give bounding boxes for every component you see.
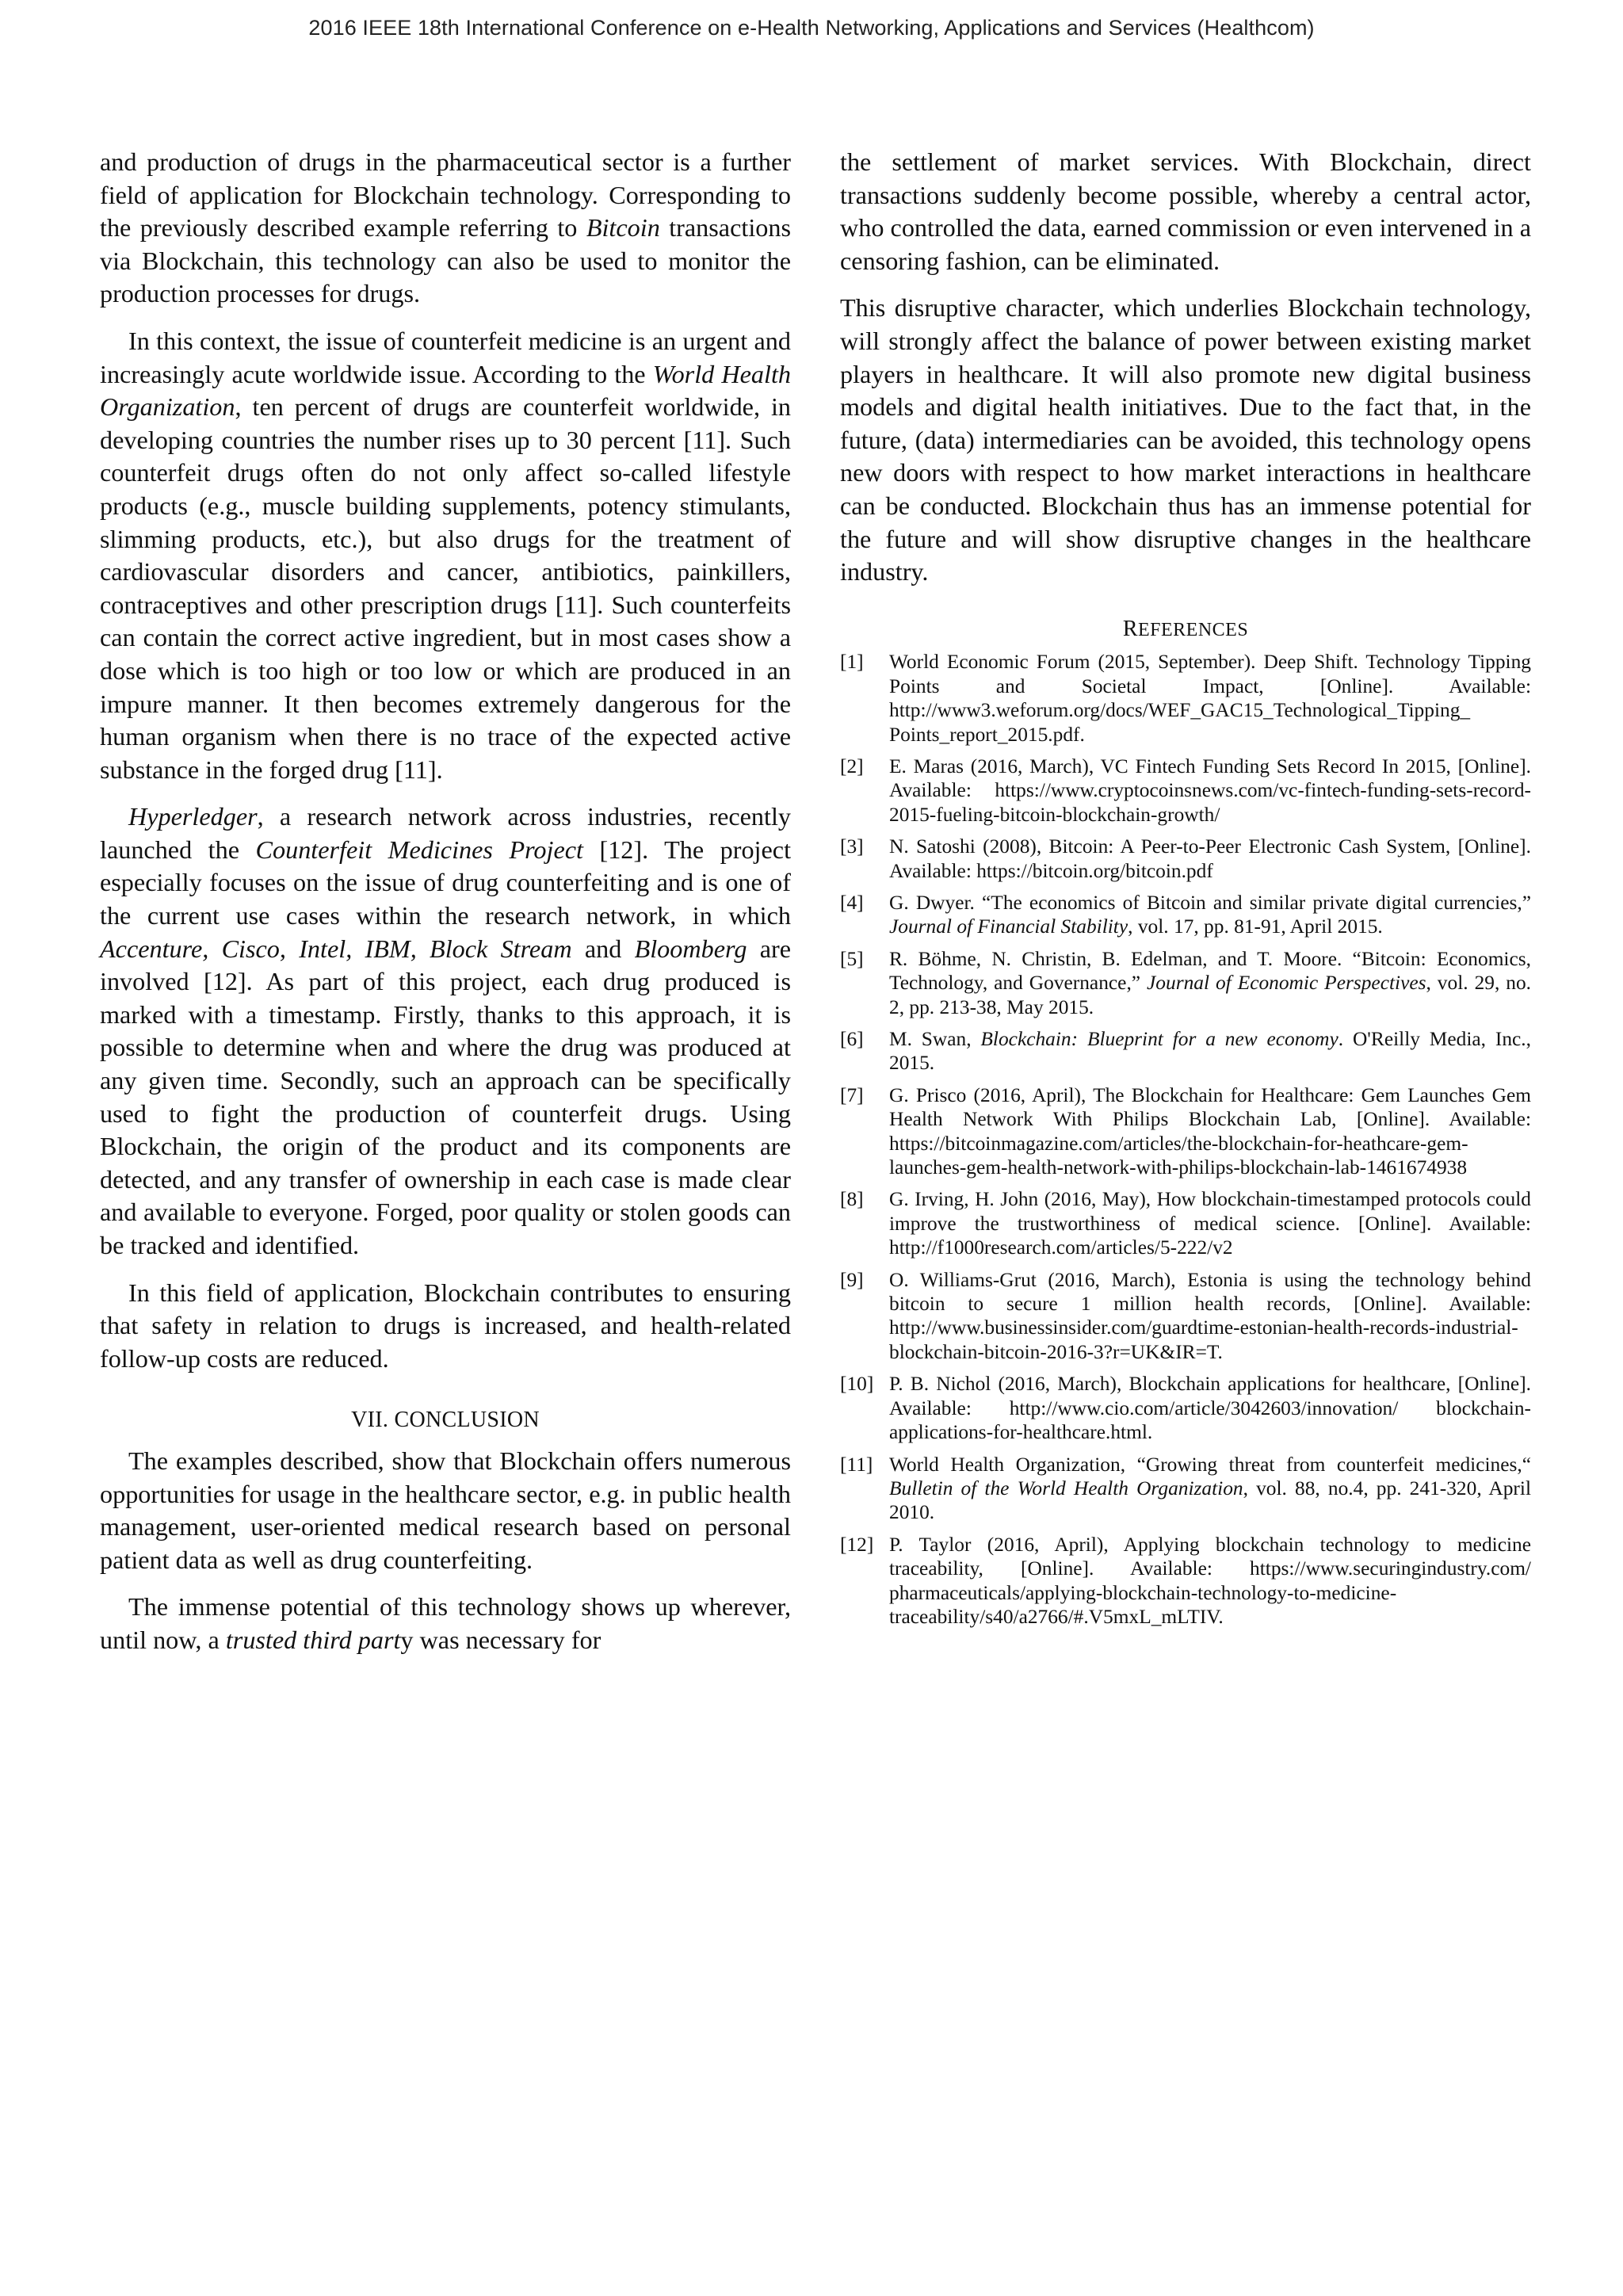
reference-text: World Economic Forum (2015, September). Deep Shift. Technology Tipping Points and Societal Impact, [Online]. Available: http://www3.weforum.org/docs/WEF_GAC15_Technological_Tipping_ Points_report_2015.pdf. — [889, 651, 1531, 746]
reference-item — [840, 891, 1531, 939]
paragraph-drug-production: and production of drugs in the pharmaceutical sector is a further field of application for Blockchain technology. Corresponding to the previously described example referring to Bitcoin transactions via Blockchain, this technology can also be used to monitor the production processes for drugs. — [100, 147, 791, 308]
reference-number: [1] — [840, 651, 864, 674]
reference-text: N. Satoshi (2008), Bitcoin: A Peer-to-Peer Electronic Cash System, [Online]. Available: https://bitcoin.org/bitcoin.pdf — [889, 835, 1531, 882]
reference-number: [11] — [840, 1453, 873, 1476]
reference-number: [2] — [840, 755, 864, 777]
reference-number: [5] — [840, 947, 864, 970]
reference-text: World Health Organization, “Growing threat from counterfeit medicines,“ Bulletin of the World Health Organization, vol. 88, no.4, pp. 241-320, April 2010. — [889, 1453, 1531, 1524]
section-heading-conclusion: VII. CONCLUSION — [351, 1408, 540, 1433]
reference-item — [840, 1083, 1531, 1180]
reference-item — [840, 1453, 1531, 1525]
reference-text: P. Taylor (2016, April), Applying blockchain technology to medicine traceability, [Online]. Available: https://www.securingindustry.com/ pharmaceuticals/applying-blockchain-technology-to-medicine-traceability/s40/a2766/#.V5mxL_mLTIV. — [889, 1533, 1531, 1628]
reference-number: [9] — [840, 1268, 864, 1291]
reference-item — [840, 947, 1531, 1019]
reference-text: G. Dwyer. “The economics of Bitcoin and similar private digital currencies,” Journal of Financial Stability, vol. 17, pp. 81-91, April 2015. — [889, 891, 1531, 938]
reference-item — [840, 1187, 1531, 1259]
reference-number: [10] — [840, 1373, 874, 1396]
paragraph-counterfeit-medicine: In this context, the issue of counterfeit medicine is an urgent and increasingly acute worldwide issue. According to the World Health Organization, ten percent of drugs are counterfeit worldwide, in developing countries the number rises up to 30 percent [11]. Such counterfeit drugs often do not only affect so-called lifestyle products (e.g., muscle building supplements, potency stimulants, slimming products, etc.), but also drugs for the treatment of cardiovascular disorders and cancer, antibiotics, painkillers, contraceptives and other prescription drugs [11]. Such counterfeits can contain the correct active ingredient, but in most cases show a dose which is too high or too low or which are produced in an impure manner. It then becomes extremely dangerous for the human organism when there is no trace of the expected active substance in the forged drug [11]. — [100, 326, 791, 784]
paragraph-conclusion-potential: The immense potential of this technology shows up wherever, until now, a trusted third party was necessary for — [100, 1592, 791, 1654]
reference-number: [3] — [840, 835, 864, 858]
references-list — [840, 650, 1531, 1629]
reference-text: M. Swan, Blockchain: Blueprint for a new economy. O'Reilly Media, Inc., 2015. — [889, 1028, 1531, 1075]
paragraph-disruptive-character: This disruptive character, which underlies Blockchain technology, will strongly affect the balance of power between existing market players in healthcare. It will also promote new digital business models and digital health initiatives. Due to the fact that, in the future, (data) intermediaries can be avoided, this technology opens new doors with respect to how market interactions in healthcare can be conducted. Blockchain thus has an immense potential for the future and will show disruptive changes in the healthcare industry. — [840, 293, 1531, 586]
references-heading: REFERENCES — [1122, 616, 1249, 641]
reference-item — [840, 1268, 1531, 1365]
reference-text: E. Maras (2016, March), VC Fintech Funding Sets Record In 2015, [Online]. Available: https://www.cryptocoinsnews.com/vc-fintech-funding-sets-record-2015-fueling-bitcoin-blockchain-growth/ — [889, 755, 1531, 826]
reference-number: [12] — [840, 1533, 874, 1556]
reference-item — [840, 755, 1531, 827]
reference-text: O. Williams-Grut (2016, March), Estonia is using the technology behind bitcoin to secure 1 million health records, [Online]. Available: http://www.businessinsider.com/guardtime-estonian-health-records-industrial-blockchain-bitcoin-2016-3?r=UK&IR=T. — [889, 1268, 1531, 1363]
reference-number: [4] — [840, 891, 864, 914]
reference-item — [840, 650, 1531, 747]
paragraph-hyperledger: Hyperledger, a research network across industries, recently launched the Counterfeit Medicines Project [12]. The project especially focuses on the issue of drug counterfeiting and is one of the current use cases within the research network, in which Accenture, Cisco, Intel, IBM, Block Stream and Bloomberg are involved [12]. As part of this project, each drug produced is marked with a timestamp. Firstly, thanks to this approach, it is possible to determine when and where the drug was produced at any given time. Secondly, such an approach can be specifically used to fight the production of counterfeit drugs. Using Blockchain, the origin of the product and its components are detected, and any transfer of ownership in each case is made clear and available to everyone. Forged, poor quality or stolen goods can be tracked and identified. — [100, 802, 792, 1259]
reference-text: G. Irving, H. John (2016, May), How blockchain-timestamped protocols could improve the trustworthiness of medical science. [Online]. Available: http://f1000research.com/articles/5-222/v2 — [889, 1188, 1531, 1259]
reference-item — [840, 1533, 1531, 1629]
conference-header: 2016 IEEE 18th International Conference on e-Health Networking, Applications and Services (Healthcom) — [308, 16, 1315, 40]
right-column — [840, 146, 1531, 1637]
reference-number: [7] — [840, 1083, 864, 1106]
reference-item — [840, 1372, 1531, 1444]
paragraph-conclusion-examples: The examples described, show that Blockchain offers numerous opportunities for usage in the healthcare sector, e.g. in public health management, user-oriented medical research based on personal patient data as well as drug counterfeiting. — [100, 1446, 791, 1574]
reference-text: P. B. Nichol (2016, March), Blockchain applications for healthcare, [Online]. Available: http://www.cio.com/article/3042603/innovation/ blockchain-applications-for-healthcare.html. — [889, 1373, 1531, 1444]
paragraph-market-services: the settlement of market services. With Blockchain, direct transactions suddenly become possible, whereby a central actor, who controlled the data, earned commission or even intervened in a censoring fashion, can be eliminated. — [840, 147, 1531, 275]
reference-text: G. Prisco (2016, April), The Blockchain for Healthcare: Gem Launches Gem Health Network With Philips Blockchain Lab, [Online]. Available: https://bitcoinmagazine.com/articles/the-blockchain-for-heathcare-gem-launches-gem-health-network-with-philips-blockchain-lab-1461674938 — [889, 1083, 1531, 1179]
reference-item — [840, 1027, 1531, 1075]
left-column — [100, 146, 791, 1671]
reference-item — [840, 835, 1531, 883]
reference-number: [6] — [840, 1028, 864, 1050]
paragraph-drug-safety: In this field of application, Blockchain contributes to ensuring that safety in relation to drugs is increased, and health-related follow-up costs are reduced. — [100, 1278, 791, 1373]
reference-text: R. Böhme, N. Christin, B. Edelman, and T. Moore. “Bitcoin: Economics, Technology, and Governance,” Journal of Economic Perspectives, vol. 29, no. 2, pp. 213-38, May 2015. — [889, 947, 1532, 1018]
reference-number: [8] — [840, 1188, 864, 1211]
